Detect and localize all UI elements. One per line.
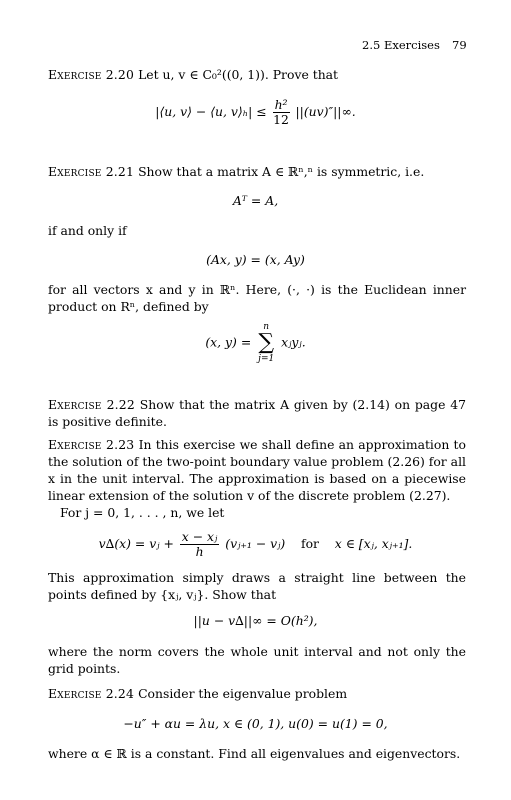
- exercise-2-24-text-2: where α ∈ ℝ is a constant. Find all eigenvalues and eigenvectors.: [48, 746, 461, 761]
- summation-lower: j=1: [258, 354, 275, 364]
- summation-upper: n: [263, 322, 270, 332]
- running-header: [0, 38, 511, 52]
- exercise-text: Let u, v ∈ C₀²((0, 1)). Prove that: [138, 67, 339, 82]
- fraction: [180, 530, 220, 559]
- equation-left: v∆(x) = vⱼ +: [98, 536, 174, 551]
- fraction: [273, 98, 290, 127]
- page-number: 79: [452, 38, 467, 52]
- exercise-text-2: For j = 0, 1, . . . , n, we let: [60, 505, 225, 520]
- equation-left: (x, y) =: [205, 334, 252, 350]
- exercise-2-21-iff: if and only if: [48, 223, 127, 238]
- section-title: 2.5 Exercises: [362, 38, 440, 52]
- equation-right: ||(uv)″||∞.: [295, 104, 356, 119]
- equation-left: |⟨u, v⟩ − ⟨u, v⟩ₕ| ≤: [155, 104, 267, 119]
- equation-right: xⱼyⱼ.: [281, 334, 306, 350]
- exercise-2-21-equation-2: (Ax, y) = (x, Ay): [206, 252, 305, 267]
- fraction-numerator: x − xⱼ: [181, 529, 218, 544]
- fraction-denominator: 12: [273, 112, 289, 127]
- exercise-text: In this exercise we shall define an approximation to the solution of the two-point boundary value problem (2.26) for all x in the unit interval. The approximation is based on a piecewise linear extension of the solution v of the discrete problem (2.27).: [48, 437, 466, 503]
- exercise-label: Exercise 2.23: [48, 437, 135, 452]
- exercise-2-21-equation-1: Aᵀ = A,: [232, 193, 279, 208]
- exercise-label: Exercise 2.22: [48, 397, 135, 412]
- fraction-denominator: h: [195, 544, 204, 559]
- equation-for: for: [301, 536, 319, 551]
- exercise-2-23-equation-1: [0, 530, 511, 559]
- exercise-2-20-statement: [48, 66, 466, 83]
- exercise-2-21-equation-3: [0, 322, 511, 364]
- exercise-2-23-equation-2: ||u − v∆||∞ = O(h²),: [193, 613, 318, 628]
- exercise-2-23-text-3: This approximation simply draws a straight line between the points defined by {xⱼ, vⱼ}. Show that: [48, 570, 466, 602]
- exercise-label: Exercise 2.20: [48, 67, 135, 82]
- summation: [258, 322, 274, 364]
- exercise-text: Show that a matrix A ∈ ℝⁿ,ⁿ is symmetric, i.e.: [138, 164, 425, 179]
- exercise-2-23-text-4: where the norm covers the whole unit interval and not only the grid points.: [48, 644, 466, 676]
- fraction-numerator: h²: [274, 97, 288, 112]
- exercise-2-23-statement: [48, 436, 466, 521]
- exercise-label: Exercise 2.24: [48, 686, 135, 701]
- equation-middle: (vⱼ₊₁ − vⱼ): [225, 536, 286, 551]
- exercise-2-21-text: for all vectors x and y in ℝⁿ. Here, (·, ·) is the Euclidean inner product on Rⁿ, defined by: [48, 282, 466, 314]
- equation-range: x ∈ [xⱼ, xⱼ₊₁].: [334, 536, 413, 551]
- exercise-2-22-statement: [48, 396, 466, 430]
- exercise-label: Exercise 2.21: [48, 164, 135, 179]
- exercise-2-24-equation: −u″ + αu = λu, x ∈ (0, 1), u(0) = u(1) = 0,: [123, 716, 388, 731]
- exercise-2-24-statement: [48, 685, 466, 702]
- sigma-symbol: ∑: [258, 330, 275, 355]
- exercise-2-20-equation: [0, 98, 511, 127]
- exercise-2-21-statement: [48, 163, 466, 180]
- exercise-text: Show that the matrix A given by (2.14) on page 47 is positive definite.: [48, 397, 466, 429]
- exercise-text: Consider the eigenvalue problem: [138, 686, 348, 701]
